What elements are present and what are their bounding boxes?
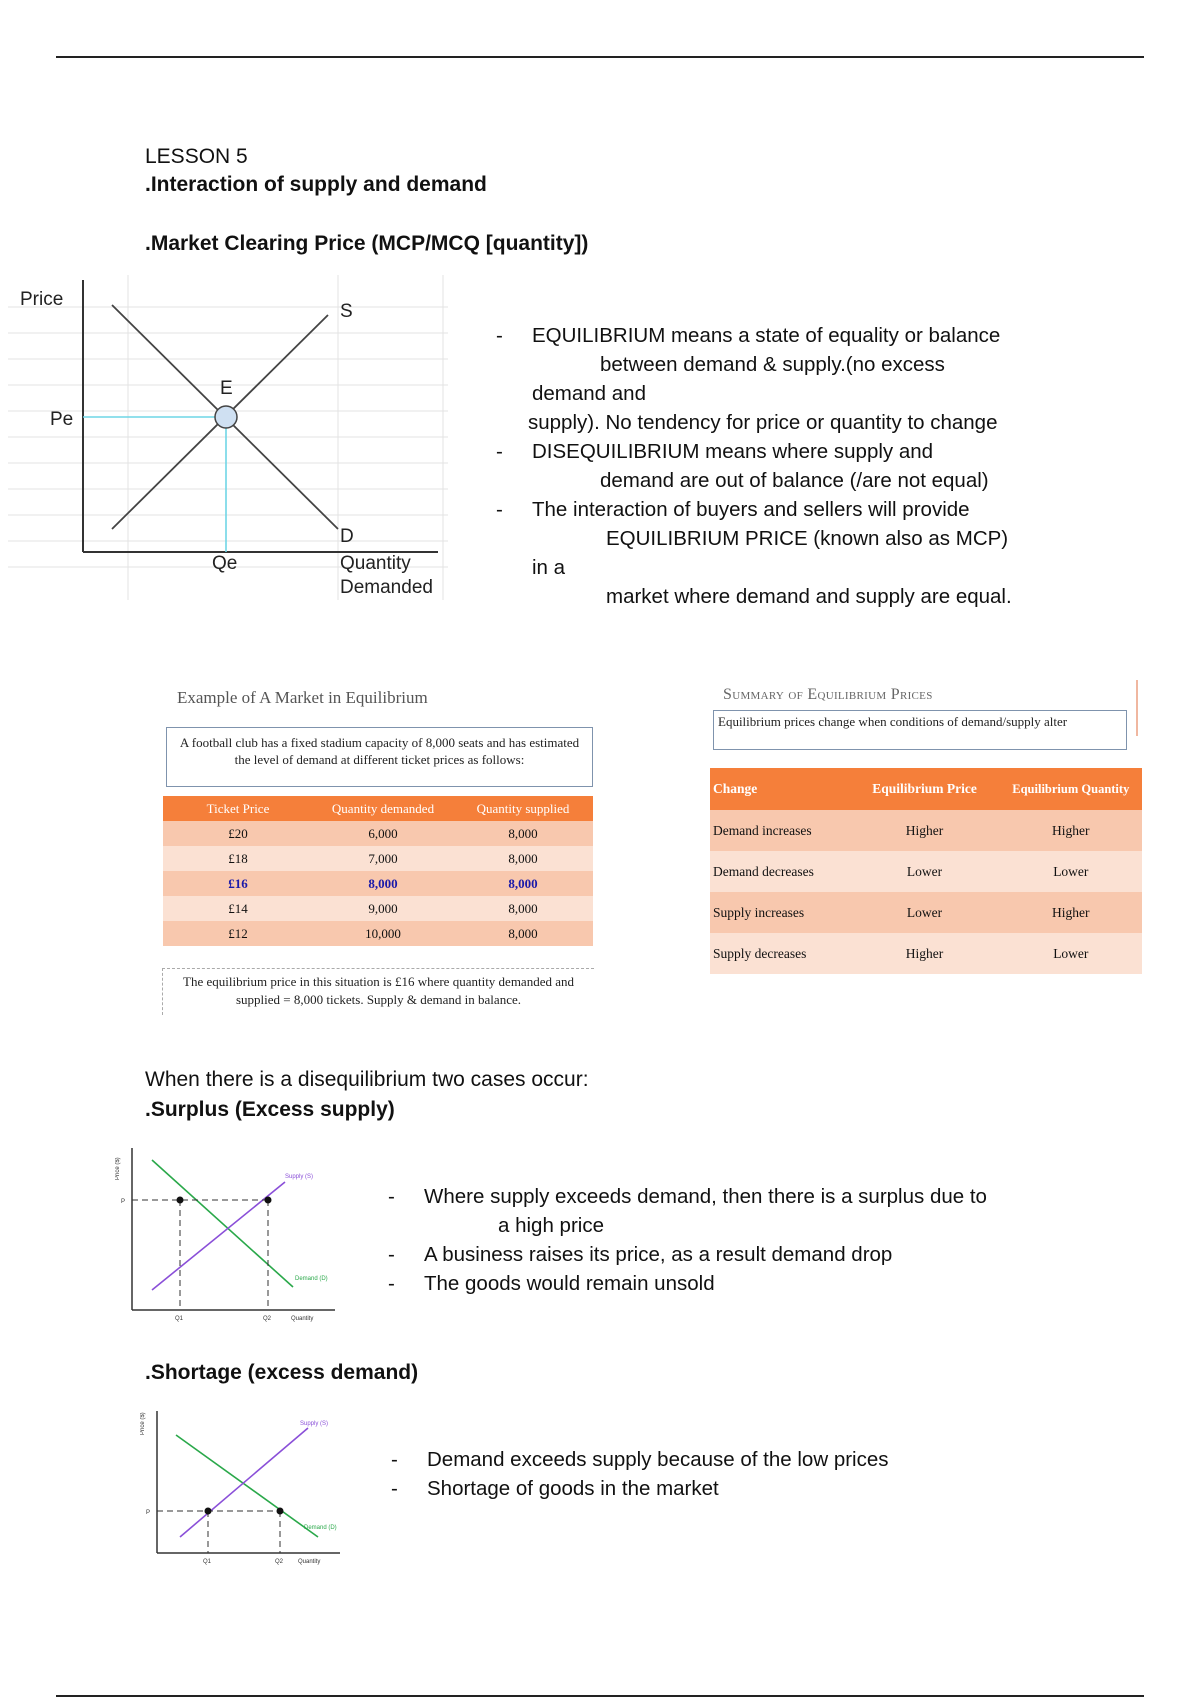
- bullet-dash: -: [391, 1477, 398, 1500]
- bullet-dash: -: [388, 1272, 395, 1295]
- bullet-line: Demand exceeds supply because of the low prices: [427, 1448, 889, 1471]
- q1-label: Q1: [175, 1316, 184, 1322]
- disequilibrium-intro: When there is a disequilibrium two cases occur:: [145, 1068, 589, 1091]
- bullet-line: EQUILIBRIUM means a state of equality or balance: [532, 324, 1001, 347]
- table-row: [163, 921, 593, 946]
- surplus-bullets: [388, 1182, 1088, 1298]
- shortage-heading: .Shortage (excess demand): [145, 1361, 419, 1384]
- table-cell: 10,000: [313, 921, 453, 946]
- bullet-disequilibrium: [496, 437, 1076, 495]
- bullet-line: market where demand and supply are equal.: [606, 585, 1012, 608]
- col-ticket-price: Ticket Price: [163, 796, 313, 821]
- bullet-surplus-2: [388, 1240, 1088, 1269]
- table-cell: 6,000: [313, 821, 453, 846]
- table-cell: Higher: [1000, 810, 1142, 851]
- topic-heading: .Interaction of supply and demand: [145, 173, 487, 196]
- q2-label: Q2: [275, 1559, 284, 1565]
- table-cell: Lower: [849, 851, 999, 892]
- table-header-row: [163, 796, 593, 821]
- col-eq-quantity: Equilibrium Quantity: [1000, 768, 1142, 810]
- football-note: The equilibrium price in this situation is £16 where quantity demanded and supplied = 8,000 tickets. Supply & demand in balance.: [162, 968, 594, 1015]
- table-row: [163, 896, 593, 921]
- bullet-dash: -: [496, 324, 503, 347]
- bullet-line: The goods would remain unsold: [424, 1272, 715, 1295]
- surplus-graph: [115, 1140, 345, 1330]
- summary-table: [710, 768, 1142, 974]
- table-cell: Higher: [849, 810, 999, 851]
- football-intro: A football club has a fixed stadium capacity of 8,000 seats and has estimated the level of demand at different ticket prices as follows:: [166, 727, 593, 787]
- equilibrium-bullets: [496, 321, 1076, 611]
- table-cell: £14: [163, 896, 313, 921]
- bullet-interaction: [496, 495, 1076, 611]
- table-row: [163, 846, 593, 871]
- table-cell: Lower: [1000, 851, 1142, 892]
- summary-title: Summary of Equilibrium Prices: [723, 686, 933, 703]
- table-cell: Demand decreases: [710, 851, 849, 892]
- shortage-bullets: [391, 1445, 1091, 1503]
- demand-label: Demand (D): [304, 1525, 337, 1531]
- s-label: S: [340, 301, 353, 322]
- bullet-line: The interaction of buyers and sellers will provide: [532, 498, 970, 521]
- supply-curve: [180, 1428, 308, 1537]
- lesson-label: LESSON 5: [145, 145, 248, 168]
- bullet-dash: -: [496, 440, 503, 463]
- demand-point: [177, 1197, 184, 1204]
- bullet-line: in a: [532, 556, 566, 579]
- table-cell: 9,000: [313, 896, 453, 921]
- equilibrium-diagram: [8, 275, 448, 600]
- bullet-line: demand and: [532, 382, 646, 405]
- table-cell: Higher: [1000, 892, 1142, 933]
- col-eq-price: Equilibrium Price: [849, 768, 999, 810]
- p-label: P: [146, 1510, 151, 1516]
- table-cell: 7,000: [313, 846, 453, 871]
- table-row: [710, 851, 1142, 892]
- y-axis-label: Price ($): [115, 1157, 121, 1180]
- bottom-rule: [56, 1695, 1144, 1697]
- bullet-line: DISEQUILIBRIUM means where supply and: [532, 440, 934, 463]
- p-label: P: [121, 1199, 126, 1205]
- table-cell: Supply increases: [710, 892, 849, 933]
- bullet-shortage-1: [391, 1445, 1091, 1474]
- bullet-line: Shortage of goods in the market: [427, 1477, 719, 1500]
- surplus-heading: .Surplus (Excess supply): [145, 1098, 395, 1121]
- table-row-equilibrium: [163, 871, 593, 896]
- quantity-label: Quantity: [291, 1316, 314, 1322]
- bullet-line: between demand & supply.(no excess: [600, 353, 945, 376]
- table-cell: 8,000: [453, 821, 593, 846]
- summary-intro: Equilibrium prices change when conditions of demand/supply alter: [713, 710, 1127, 750]
- q2-label: Q2: [263, 1316, 272, 1322]
- bullet-line: supply). No tendency for price or quantity to change: [528, 411, 998, 434]
- supply-label: Supply (S): [300, 1421, 329, 1427]
- mcp-heading: .Market Clearing Price (MCP/MCQ [quantity]): [145, 232, 589, 255]
- top-rule: [56, 56, 1144, 58]
- bullet-surplus-1: [388, 1182, 1088, 1240]
- table-cell: 8,000: [453, 896, 593, 921]
- table-cell: 8,000: [453, 846, 593, 871]
- qe-label: Qe: [212, 553, 238, 574]
- col-qty-demanded: Quantity demanded: [313, 796, 453, 821]
- bullet-line: Where supply exceeds demand, then there is a surplus due to: [424, 1185, 987, 1208]
- q1-label: Q1: [203, 1559, 212, 1565]
- table-cell: Lower: [1000, 933, 1142, 974]
- table-cell: Lower: [849, 892, 999, 933]
- table-cell: Higher: [849, 933, 999, 974]
- table-cell: £16: [163, 871, 313, 896]
- demand-curve: [152, 1160, 293, 1287]
- equilibrium-point: [215, 406, 237, 428]
- table-cell: Demand increases: [710, 810, 849, 851]
- table-cell: 8,000: [313, 871, 453, 896]
- table-row: [163, 821, 593, 846]
- table-cell: £20: [163, 821, 313, 846]
- demanded-label: Demanded: [340, 577, 433, 598]
- col-qty-supplied: Quantity supplied: [453, 796, 593, 821]
- table-row: [710, 933, 1142, 974]
- supply-point: [205, 1508, 212, 1515]
- pe-label: Pe: [50, 409, 74, 430]
- e-label: E: [220, 378, 233, 399]
- bullet-shortage-2: [391, 1474, 1091, 1503]
- price-axis-label: Price: [20, 289, 64, 310]
- bullet-line: A business raises its price, as a result demand drop: [424, 1243, 893, 1266]
- supply-point: [265, 1197, 272, 1204]
- bullet-surplus-3: [388, 1269, 1088, 1298]
- table-header-row: [710, 768, 1142, 810]
- demand-label: Demand (D): [295, 1276, 328, 1282]
- bullet-line: demand are out of balance (/are not equal): [600, 469, 989, 492]
- quantity-label: Quantity: [340, 553, 411, 574]
- table-cell: £18: [163, 846, 313, 871]
- bullet-line: a high price: [498, 1214, 604, 1237]
- bullet-dash: -: [391, 1448, 398, 1471]
- table-row: [710, 892, 1142, 933]
- summary-edge: [1136, 680, 1138, 736]
- bullet-dash: -: [388, 1185, 395, 1208]
- y-axis-label: Price ($): [140, 1412, 146, 1435]
- table-cell: 8,000: [453, 871, 593, 896]
- football-table: [163, 796, 593, 946]
- table-cell: £12: [163, 921, 313, 946]
- quantity-label: Quantity: [298, 1559, 321, 1565]
- d-label: D: [340, 526, 354, 547]
- table-row: [710, 810, 1142, 851]
- shortage-graph: [140, 1405, 350, 1570]
- bullet-line: EQUILIBRIUM PRICE (known also as MCP): [606, 527, 1009, 550]
- football-title: Example of A Market in Equilibrium: [177, 688, 428, 707]
- col-change: Change: [710, 768, 849, 810]
- supply-label: Supply (S): [285, 1174, 314, 1180]
- bullet-dash: -: [496, 498, 503, 521]
- table-cell: 8,000: [453, 921, 593, 946]
- table-cell: Supply decreases: [710, 933, 849, 974]
- demand-point: [277, 1508, 284, 1515]
- bullet-dash: -: [388, 1243, 395, 1266]
- bullet-equilibrium: [496, 321, 1076, 437]
